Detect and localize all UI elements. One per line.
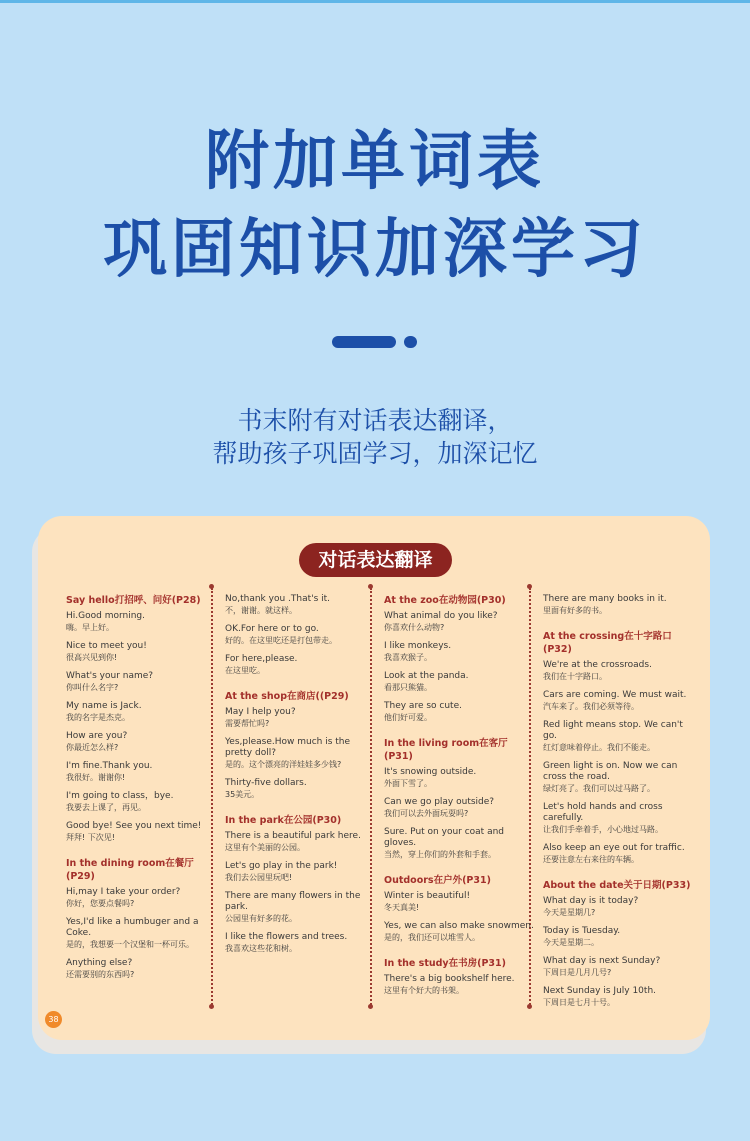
chinese-translation: 是的，我想要一个汉堡和一杯可乐。: [66, 940, 194, 949]
english-line: Next Sunday is July 10th.: [543, 986, 657, 996]
english-line: Also keep an eye out for traffic.: [543, 843, 685, 853]
english-line: I like monkeys.: [384, 641, 452, 651]
subtitle-line-1: 书末附有对话表达翻译，: [237, 406, 513, 435]
chinese-translation: 看那只熊猫。: [384, 683, 432, 692]
chinese-translation: 你喜欢什么动物?: [384, 623, 445, 632]
section-heading: In the dining room在餐厅(P29): [66, 858, 194, 882]
dialogue-entry: [225, 861, 375, 883]
dialogue-column-2: [225, 594, 375, 962]
chinese-translation: 我的名字是杰克。: [66, 713, 130, 722]
dialogue-entry: [384, 641, 534, 663]
dialogue-entry: [66, 958, 216, 980]
english-line: May I help you?: [225, 707, 296, 717]
chinese-translation: 绿灯亮了。我们可以过马路了。: [543, 784, 655, 793]
chinese-translation: 我要去上课了，再见。: [66, 803, 146, 812]
chinese-translation: 里面有好多的书。: [543, 606, 607, 615]
chinese-translation: 你叫什么名字?: [66, 683, 119, 692]
dialogue-entry: [225, 654, 375, 676]
section-heading: About the date关于日期(P33): [543, 880, 691, 891]
top-accent-line: [0, 0, 750, 3]
english-line: Anything else?: [66, 958, 133, 968]
dialogue-entry: [66, 791, 216, 813]
chinese-translation: 我们在十字路口。: [543, 672, 607, 681]
chinese-translation: 红灯意味着停止。我们不能走。: [543, 743, 655, 752]
english-line: What animal do you like?: [384, 611, 498, 621]
dialogue-entry: [66, 731, 216, 753]
chinese-translation: 冬天真美!: [384, 903, 420, 912]
divider-dot: [368, 1004, 373, 1009]
english-line: OK.For here or to go.: [225, 624, 319, 634]
chinese-translation: 需要帮忙吗?: [225, 719, 270, 728]
english-line: Hi,may I take your order?: [66, 887, 181, 897]
english-line: Today is Tuesday.: [543, 926, 621, 936]
dialogue-entry: [543, 690, 693, 712]
english-line: Yes, we can also make snowmen.: [384, 921, 534, 931]
chinese-translation: 下周日是几月几号?: [543, 968, 612, 977]
dialogue-entry: [543, 956, 693, 978]
dialogue-entry: [543, 720, 693, 753]
english-line: No,thank you .That's it.: [225, 594, 331, 604]
chinese-translation: 我很好。谢谢你!: [66, 773, 126, 782]
english-line: I like the flowers and trees.: [225, 932, 348, 942]
chinese-translation: 你好，您要点餐吗?: [66, 899, 135, 908]
english-line: Sure. Put on your coat and gloves.: [384, 827, 505, 848]
dialogue-entry: [66, 821, 216, 843]
subtitle-line-2: 帮助孩子巩固学习，加深记忆: [212, 439, 538, 468]
dialogue-entry: [384, 827, 534, 860]
dialogue-entry: [225, 624, 375, 646]
dialogue-entry: [66, 671, 216, 693]
english-line: It's snowing outside.: [384, 767, 477, 777]
dialogue-entry: [384, 797, 534, 819]
chinese-translation: 让我们手牵着手，小心地过马路。: [543, 825, 663, 834]
chinese-translation: 我喜欢这些花和树。: [225, 944, 297, 953]
dialogue-entry: [66, 917, 216, 950]
english-line: I'm fine.Thank you.: [66, 761, 153, 771]
divider-dot: [209, 1004, 214, 1009]
decorative-dot: [404, 336, 417, 348]
dialogue-entry: [384, 701, 534, 723]
dialogue-entry: [225, 737, 375, 770]
dialogue-entry: [66, 641, 216, 663]
chinese-translation: 今天是星期几?: [543, 908, 596, 917]
dialogue-entry: [225, 594, 375, 616]
english-line: There's a big bookshelf here.: [384, 974, 515, 984]
english-line: I'm going to class，bye.: [66, 791, 174, 801]
dialogue-entry: [543, 594, 693, 616]
dialogue-entry: [225, 707, 375, 729]
english-line: Red light means stop. We can't go.: [543, 720, 683, 741]
divider-dot: [527, 1004, 532, 1009]
english-line: Winter is beautiful!: [384, 891, 471, 901]
chinese-translation: 35美元。: [225, 790, 260, 799]
section-heading: In the study在书房(P31): [384, 958, 506, 969]
chinese-translation: 他们好可爱。: [384, 713, 432, 722]
english-line: Yes,please.How much is the pretty doll?: [225, 737, 351, 758]
section-heading: Say hello打招呼、问好(P28): [66, 595, 201, 606]
chinese-translation: 拜拜! 下次见!: [66, 833, 115, 842]
english-line: What day is next Sunday?: [543, 956, 661, 966]
dialogue-entry: [384, 974, 534, 996]
chinese-translation: 你最近怎么样?: [66, 743, 119, 752]
chinese-translation: 是的，我们还可以堆雪人。: [384, 933, 480, 942]
english-line: What's your name?: [66, 671, 154, 681]
english-line: We're at the crossroads.: [543, 660, 652, 670]
dialogue-entry: [543, 926, 693, 948]
divider-dot: [527, 584, 532, 589]
dialogue-entry: [66, 761, 216, 783]
chinese-translation: 嗨。早上好。: [66, 623, 114, 632]
chinese-translation: 汽车来了。我们必须等待。: [543, 702, 639, 711]
chinese-translation: 不，谢谢。就这样。: [225, 606, 297, 615]
english-line: My name is Jack.: [66, 701, 142, 711]
chinese-translation: 还需要别的东西吗?: [66, 970, 135, 979]
dialogue-entry: [225, 778, 375, 800]
chinese-translation: 当然，穿上你们的外套和手套。: [384, 850, 496, 859]
chinese-translation: 我们可以去外面玩耍吗?: [384, 809, 469, 818]
dialogue-entry: [66, 611, 216, 633]
english-line: For here,please.: [225, 654, 298, 664]
chinese-translation: 今天是星期二。: [543, 938, 599, 947]
dialogue-entry: [384, 767, 534, 789]
english-line: Let's go play in the park!: [225, 861, 338, 871]
dialogue-entry: [543, 660, 693, 682]
dialogue-entry: [66, 887, 216, 909]
page-badge: 对话表达翻译: [299, 543, 452, 577]
dialogue-entry: [384, 921, 534, 943]
headline-line-1: 附加单词表: [205, 125, 545, 199]
chinese-translation: 下周日是七月十号。: [543, 998, 615, 1007]
section-heading: In the park在公园(P30): [225, 815, 342, 826]
dialogue-entry: [543, 843, 693, 865]
english-line: Hi.Good morning.: [66, 611, 145, 621]
dialogue-entry: [543, 896, 693, 918]
section-heading: In the living room在客厅(P31): [384, 738, 508, 762]
chinese-translation: 很高兴见到你!: [66, 653, 118, 662]
section-heading: At the zoo在动物园(P30): [384, 595, 506, 606]
chinese-translation: 在这里吃。: [225, 666, 265, 675]
english-line: Cars are coming. We must wait.: [543, 690, 687, 700]
chinese-translation: 我们去公园里玩吧!: [225, 873, 293, 882]
dialogue-entry: [384, 891, 534, 913]
english-line: Look at the panda.: [384, 671, 469, 681]
english-line: Nice to meet you!: [66, 641, 147, 651]
dialogue-entry: [543, 802, 693, 835]
dialogue-entry: [384, 611, 534, 633]
chinese-translation: 这里有个美丽的公园。: [225, 843, 305, 852]
dialogue-entry: [225, 831, 375, 853]
english-line: How are you?: [66, 731, 128, 741]
chinese-translation: 是的。这个漂亮的洋娃娃多少钱?: [225, 760, 342, 769]
headline-line-2: 巩固知识加深学习: [103, 213, 647, 287]
decorative-dash: [332, 336, 396, 348]
divider-dot: [368, 584, 373, 589]
english-line: They are so cute.: [384, 701, 462, 711]
page-number: 38: [45, 1011, 62, 1028]
dialogue-entry: [225, 932, 375, 954]
english-line: There are many flowers in the park.: [225, 891, 361, 912]
english-line: Can we go play outside?: [384, 797, 495, 807]
english-line: Let's hold hands and cross carefully.: [543, 802, 663, 823]
english-line: Thirty-five dollars.: [225, 778, 307, 788]
dialogue-entry: [384, 671, 534, 693]
dialogue-entry: [543, 761, 693, 794]
dialogue-entry: [225, 891, 375, 924]
chinese-translation: 这里有个好大的书架。: [384, 986, 464, 995]
section-heading: Outdoors在户外(P31): [384, 875, 491, 886]
chinese-translation: 外面下雪了。: [384, 779, 432, 788]
chinese-translation: 我喜欢猴子。: [384, 653, 432, 662]
english-line: Good bye! See you next time!: [66, 821, 202, 831]
dialogue-column-4: [543, 594, 693, 1016]
section-heading: At the crossing在十字路口(P32): [543, 631, 672, 655]
dialogue-entry: [66, 701, 216, 723]
chinese-translation: 公园里有好多的花。: [225, 914, 297, 923]
english-line: Green light is on. Now we can cross the road.: [543, 761, 678, 782]
divider-dot: [209, 584, 214, 589]
chinese-translation: 好的。在这里吃还是打包带走。: [225, 636, 337, 645]
dialogue-column-3: [384, 594, 534, 1004]
english-line: Yes,I'd like a humbuger and a Coke.: [66, 917, 199, 938]
chinese-translation: 还要注意左右来往的车辆。: [543, 855, 639, 864]
dialogue-entry: [543, 986, 693, 1008]
dialogue-column-1: [66, 594, 216, 988]
english-line: There are many books in it.: [543, 594, 667, 604]
english-line: There is a beautiful park here.: [225, 831, 361, 841]
section-heading: At the shop在商店((P29): [225, 691, 349, 702]
english-line: What day is it today?: [543, 896, 639, 906]
